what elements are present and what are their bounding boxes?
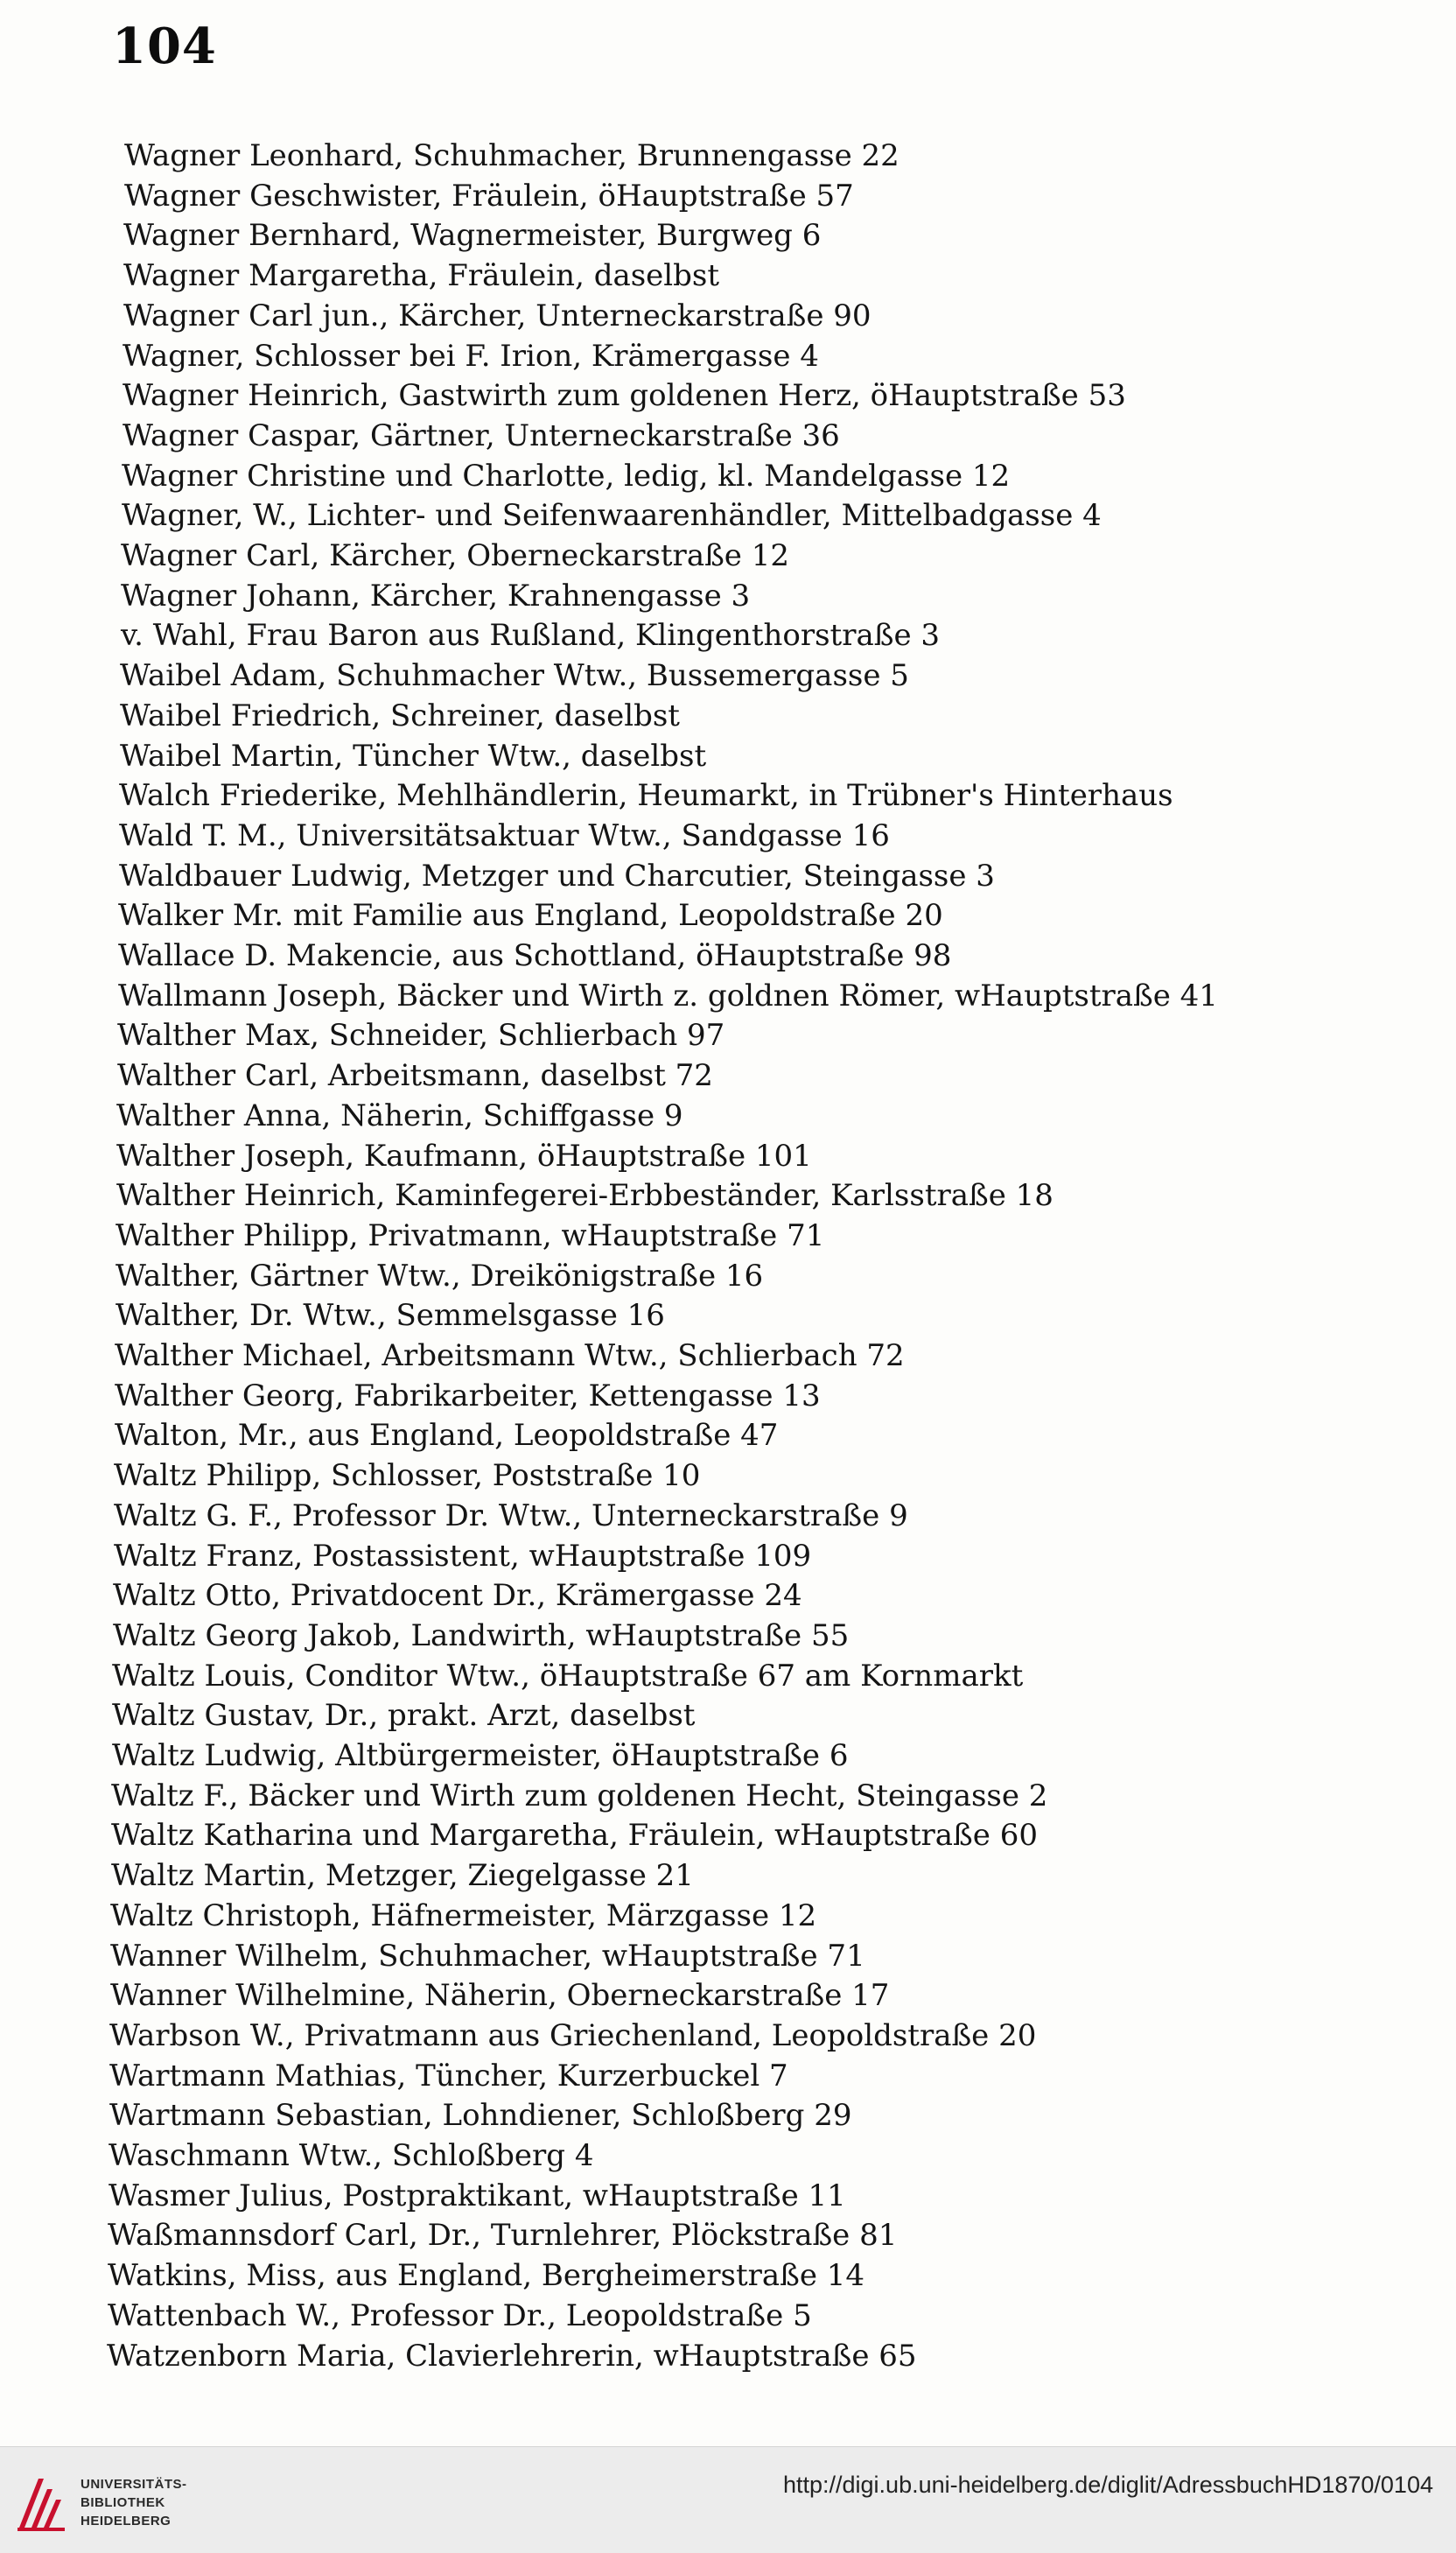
library-logo[interactable] xyxy=(12,2470,240,2540)
directory-entry: Walther Carl, Arbeitsmann, daselbst 72 xyxy=(117,1058,713,1093)
directory-entry: Wagner Leonhard, Schuhmacher, Brunnengasse 22 xyxy=(124,138,900,173)
directory-entry: Wagner Christine und Charlotte, ledig, kl. Mandelgasse 12 xyxy=(122,459,1011,494)
library-logo-text xyxy=(80,2475,247,2530)
directory-entry: Walther Max, Schneider, Schlierbach 97 xyxy=(117,1018,725,1053)
directory-entry: Walther Heinrich, Kaminfegerei-Erbbeständer, Karlsstraße 18 xyxy=(116,1178,1054,1213)
directory-entry: Wagner Margaretha, Fräulein, daselbst xyxy=(123,258,720,293)
directory-entry: Wagner Bernhard, Wagnermeister, Burgweg 6 xyxy=(123,218,822,253)
logo-line: BIBLIOTHEK xyxy=(80,2495,165,2510)
directory-entry: Walther Joseph, Kaufmann, öHauptstraße 101 xyxy=(116,1139,812,1174)
page-number: 104 xyxy=(112,18,217,75)
directory-entry: Waßmannsdorf Carl, Dr., Turnlehrer, Plöckstraße 81 xyxy=(108,2218,898,2253)
directory-entry: Wagner Carl jun., Kärcher, Unterneckarstraße 90 xyxy=(123,298,872,333)
directory-entry: Walton, Mr., aus England, Leopoldstraße 47 xyxy=(115,1418,779,1453)
logo-line: HEIDELBERG xyxy=(80,2514,172,2528)
directory-entry: Walch Friederike, Mehlhändlerin, Heumarkt, in Trübner's Hinterhaus xyxy=(119,778,1173,813)
directory-entry: Waltz Louis, Conditor Wtw., öHauptstraße 67 am Kornmarkt xyxy=(112,1659,1024,1694)
directory-entry: Watkins, Miss, aus England, Bergheimerstraße 14 xyxy=(108,2258,865,2293)
directory-entry: Walther Michael, Arbeitsmann Wtw., Schlierbach 72 xyxy=(115,1338,905,1373)
directory-entry: Waltz Martin, Metzger, Ziegelgasse 21 xyxy=(111,1858,694,1893)
directory-entry: Walther Philipp, Privatmann, wHauptstraße 71 xyxy=(116,1218,825,1253)
directory-entry: Waltz Georg Jakob, Landwirth, wHauptstraße 55 xyxy=(113,1618,850,1653)
directory-entry: Wald T. M., Universitätsaktuar Wtw., Sandgasse 16 xyxy=(119,818,890,853)
directory-entry: Waltz Gustav, Dr., prakt. Arzt, daselbst xyxy=(112,1698,696,1733)
directory-entry: Waltz Katharina und Margaretha, Fräulein, wHauptstraße 60 xyxy=(111,1818,1038,1853)
viewer-footer xyxy=(0,2446,1456,2553)
directory-entry: Waltz F., Bäcker und Wirth zum goldenen Hecht, Steingasse 2 xyxy=(111,1778,1048,1813)
library-seal-icon xyxy=(12,2473,68,2535)
directory-entry: Wanner Wilhelmine, Näherin, Oberneckarstraße 17 xyxy=(110,1978,890,2013)
directory-entry: Wanner Wilhelm, Schuhmacher, wHauptstraße 71 xyxy=(110,1939,865,1974)
directory-entry: Waltz Christoph, Häfnermeister, Märzgasse 12 xyxy=(110,1898,817,1933)
directory-entry: Walther, Gärtner Wtw., Dreikönigstraße 16 xyxy=(116,1259,764,1294)
directory-entry: Waldbauer Ludwig, Metzger und Charcutier, Steingasse 3 xyxy=(119,859,995,894)
directory-entry: Wagner Carl, Kärcher, Oberneckarstraße 12 xyxy=(121,538,789,573)
directory-entry: Wagner Johann, Kärcher, Krahnengasse 3 xyxy=(121,579,751,614)
directory-entry: Wallmann Joseph, Bäcker und Wirth z. goldnen Römer, wHauptstraße 41 xyxy=(118,978,1218,1013)
directory-entry: Wartmann Mathias, Tüncher, Kurzerbuckel 7 xyxy=(109,2059,788,2094)
directory-entry: Walther Anna, Näherin, Schiffgasse 9 xyxy=(116,1098,683,1133)
directory-entry: Wagner Geschwister, Fräulein, öHauptstraße 57 xyxy=(124,179,854,214)
directory-entry: Warbson W., Privatmann aus Griechenland, Leopoldstraße 20 xyxy=(109,2018,1037,2053)
directory-entry: Wattenbach W., Professor Dr., Leopoldstraße 5 xyxy=(108,2298,812,2333)
directory-entry: Wagner, W., Lichter- und Seifenwaarenhändler, Mittelbadgasse 4 xyxy=(122,498,1102,533)
source-url-link[interactable]: http://digi.ub.uni-heidelberg.de/diglit/AdressbuchHD1870/0104 xyxy=(782,2472,1433,2498)
directory-entry: Waibel Martin, Tüncher Wtw., daselbst xyxy=(120,739,707,774)
directory-entry: Walther Georg, Fabrikarbeiter, Kettengasse 13 xyxy=(115,1378,821,1413)
logo-line: UNIVERSITÄTS- xyxy=(80,2477,187,2492)
directory-entry: Waltz Philipp, Schlosser, Poststraße 10 xyxy=(114,1458,701,1493)
directory-entry: Wagner Caspar, Gärtner, Unterneckarstraße 36 xyxy=(122,418,840,453)
directory-entry: Wallace D. Makencie, aus Schottland, öHauptstraße 98 xyxy=(118,938,952,973)
directory-entry: Waltz Franz, Postassistent, wHauptstraße 109 xyxy=(114,1539,812,1574)
directory-entry: v. Wahl, Frau Baron aus Rußland, Klingenthorstraße 3 xyxy=(121,618,941,653)
directory-entry: Waltz Otto, Privatdocent Dr., Krämergasse 24 xyxy=(113,1578,802,1613)
directory-entry: Wasmer Julius, Postpraktikant, wHauptstraße 11 xyxy=(108,2178,846,2213)
directory-entry: Wagner Heinrich, Gastwirth zum goldenen Herz, öHauptstraße 53 xyxy=(122,378,1126,413)
directory-entry: Waschmann Wtw., Schloßberg 4 xyxy=(108,2138,594,2173)
directory-entry: Waltz Ludwig, Altbürgermeister, öHauptstraße 6 xyxy=(112,1738,849,1773)
directory-entry: Walther, Dr. Wtw., Semmelsgasse 16 xyxy=(116,1298,665,1333)
directory-entry: Waibel Adam, Schuhmacher Wtw., Bussemergasse 5 xyxy=(120,658,909,693)
directory-entry: Watzenborn Maria, Clavierlehrerin, wHauptstraße 65 xyxy=(107,2339,917,2374)
directory-entry: Waltz G. F., Professor Dr. Wtw., Unterneckarstraße 9 xyxy=(114,1498,908,1533)
directory-entry: Wagner, Schlosser bei F. Irion, Krämergasse 4 xyxy=(122,339,819,374)
directory-entry: Waibel Friedrich, Schreiner, daselbst xyxy=(120,698,680,733)
directory-entry: Walker Mr. mit Familie aus England, Leopoldstraße 20 xyxy=(118,898,943,933)
directory-entry: Wartmann Sebastian, Lohndiener, Schloßberg 29 xyxy=(109,2098,852,2133)
